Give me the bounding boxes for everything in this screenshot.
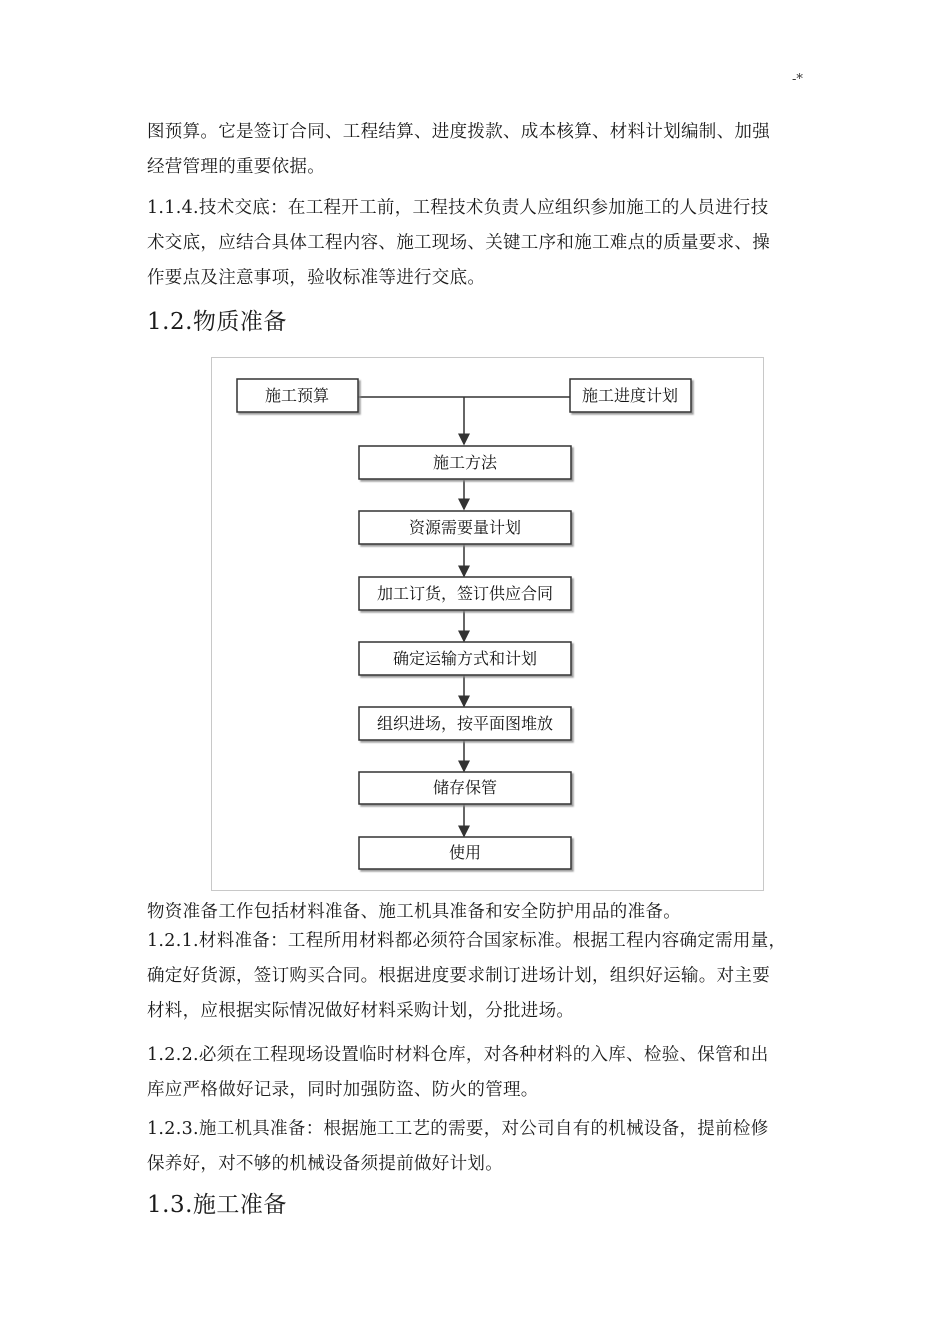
paragraph-line: 1.2.2.必须在工程现场设置临时材料仓库，对各种材料的入库、检验、保管和出: [147, 1045, 769, 1065]
flow-box-construction-budget: [237, 379, 358, 412]
paragraph-line: 1.2.1.材料准备：工程所用材料都必须符合国家标准。根据工程内容确定需用量，: [147, 931, 787, 951]
flow-box-ordering-contract: [359, 577, 571, 610]
material-prep-flowchart: [211, 357, 764, 891]
paragraph-line: 物资准备工作包括材料准备、施工机具准备和安全防护用品的准备。: [147, 902, 681, 922]
page-header-mark: -*: [792, 72, 803, 87]
paragraph-line: 确定好货源，签订购买合同。根据进度要求制订进场计划，组织好运输。对主要: [147, 966, 770, 986]
flow-box-site-entry-stacking: [359, 707, 571, 740]
paragraph-1-2-2: [147, 1038, 810, 1108]
flow-box-label: 加工订货，签订供应合同: [376, 584, 554, 603]
paragraph-line: 术交底，应结合具体工程内容、施工现场、关键工序和施工难点的质量要求、操: [147, 233, 770, 253]
paragraph-line: 保养好，对不够的机械设备须提前做好计划。: [147, 1154, 503, 1174]
paragraph-budget-tail: [147, 115, 810, 185]
flow-box-label: 施工方法: [432, 453, 498, 472]
flow-box-label: 组织进场，按平面图堆放: [376, 714, 554, 733]
flow-box-label: 资源需要量计划: [408, 518, 522, 537]
flow-box-transport-plan: [359, 642, 571, 675]
flow-box-label: 施工进度计划: [581, 386, 679, 405]
flow-box-label: 使用: [448, 843, 482, 862]
flow-box-label: 确定运输方式和计划: [392, 649, 538, 668]
paragraph-line: 1.2.3.施工机具准备：根据施工工艺的需要，对公司自有的机械设备，提前检修: [147, 1119, 769, 1139]
flow-box-progress-plan: [570, 379, 691, 412]
flow-box-use: [359, 837, 571, 869]
paragraph-line: 库应严格做好记录，同时加强防盗、防火的管理。: [147, 1080, 539, 1100]
paragraph-line: 作要点及注意事项，验收标准等进行交底。: [147, 268, 486, 288]
flow-box-construction-method: [359, 446, 571, 479]
paragraph-line: 1.1.4.技术交底：在工程开工前，工程技术负责人应组织参加施工的人员进行技: [147, 198, 769, 218]
flow-box-label: 储存保管: [432, 778, 498, 797]
paragraph-1-2-3: [147, 1112, 810, 1182]
section-heading-construction-prep: 1.3.施工准备: [147, 1192, 287, 1218]
paragraph-line: 经营管理的重要依据。: [147, 157, 325, 177]
section-heading-material-prep: 1.2.物质准备: [147, 309, 287, 335]
paragraph-line: 图预算。它是签订合同、工程结算、进度拨款、成本核算、材料计划编制、加强: [147, 122, 770, 142]
paragraph-technical-briefing: [147, 191, 810, 296]
paragraph-1-2-1: [147, 924, 810, 1029]
paragraph-line: 材料，应根据实际情况做好材料采购计划，分批进场。: [147, 1001, 575, 1021]
flow-box-storage: [359, 772, 571, 804]
flow-box-label: 施工预算: [264, 386, 330, 405]
flow-box-resource-plan: [359, 511, 571, 544]
flowchart-svg: [212, 358, 765, 892]
